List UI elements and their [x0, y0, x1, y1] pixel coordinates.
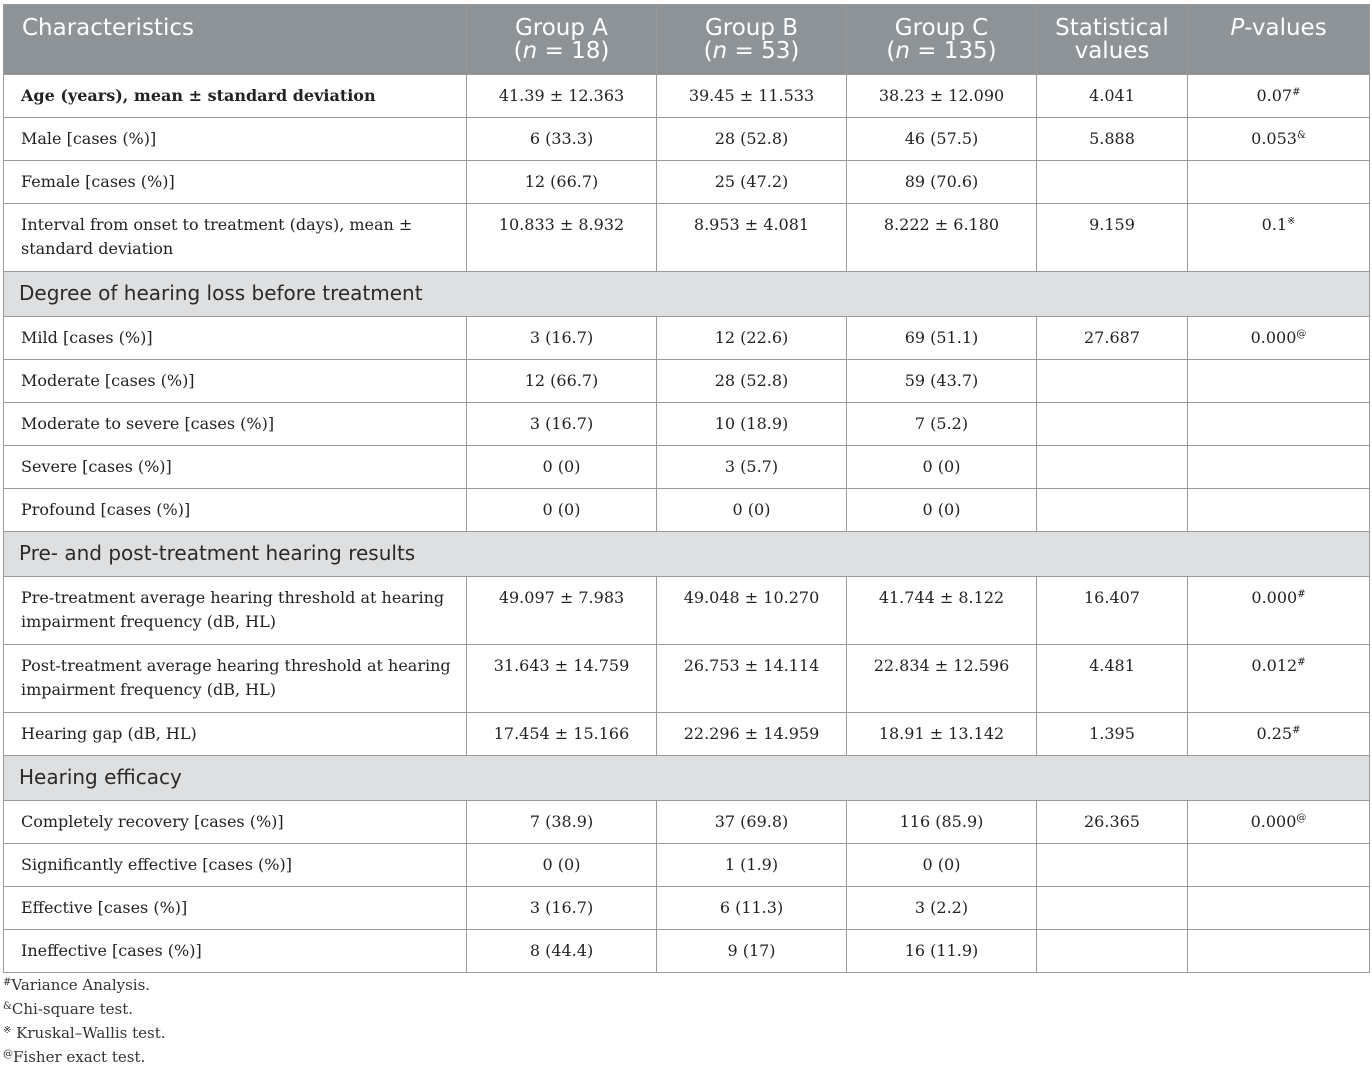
- table-cell: 0.000@: [1188, 317, 1370, 360]
- table-cell: 8.222 ± 6.180: [847, 204, 1037, 272]
- table-row: [4, 577, 1370, 645]
- table-cell: 0.012#: [1188, 645, 1370, 713]
- table-cell: [1188, 360, 1370, 403]
- table-cell: 3 (16.7): [467, 317, 657, 360]
- table-cell: [1037, 446, 1188, 489]
- table-row: [4, 801, 1370, 844]
- row-label-cell: Ineffective [cases (%)]: [4, 930, 467, 973]
- footnotes: [3, 973, 166, 1069]
- table-cell: [1037, 844, 1188, 887]
- table-cell: 41.744 ± 8.122: [847, 577, 1037, 645]
- table-cell: [1188, 930, 1370, 973]
- table-cell: 7 (38.9): [467, 801, 657, 844]
- table-cell: 38.23 ± 12.090: [847, 75, 1037, 118]
- table-cell: 46 (57.5): [847, 118, 1037, 161]
- table-cell: [1037, 489, 1188, 532]
- table-cell: 16.407: [1037, 577, 1188, 645]
- table-cell: 49.048 ± 10.270: [657, 577, 847, 645]
- footnote: ※ Kruskal–Wallis test.: [3, 1024, 166, 1042]
- table-row: [4, 317, 1370, 360]
- table-cell: 6 (11.3): [657, 887, 847, 930]
- table-cell: 4.041: [1037, 75, 1188, 118]
- header-group-b: Group B (n = 53): [657, 5, 847, 75]
- table-cell: 0 (0): [467, 844, 657, 887]
- header-group-a-name: Group A: [514, 15, 609, 41]
- table-cell: 7 (5.2): [847, 403, 1037, 446]
- section-title: Pre- and post-treatment hearing results: [4, 532, 1370, 577]
- table-cell: 8 (44.4): [467, 930, 657, 973]
- table-cell: 0 (0): [847, 489, 1037, 532]
- table-cell: [1188, 403, 1370, 446]
- table-cell: 0 (0): [847, 446, 1037, 489]
- table-cell: 28 (52.8): [657, 360, 847, 403]
- characteristics-table: [3, 4, 1370, 973]
- table-cell: 12 (22.6): [657, 317, 847, 360]
- table-cell: [1037, 360, 1188, 403]
- table-cell: 9.159: [1037, 204, 1188, 272]
- row-label-cell: Severe [cases (%)]: [4, 446, 467, 489]
- table-row: [4, 713, 1370, 756]
- table-cell: 0 (0): [847, 844, 1037, 887]
- table-cell: 49.097 ± 7.983: [467, 577, 657, 645]
- table-row: [4, 118, 1370, 161]
- header-group-b-name: Group B: [704, 15, 799, 41]
- header-group-c-name: Group C: [894, 15, 989, 41]
- table-cell: [1037, 887, 1188, 930]
- header-group-a: Group A (n = 18): [467, 5, 657, 75]
- table-row: [4, 403, 1370, 446]
- table-cell: 12 (66.7): [467, 161, 657, 204]
- table-cell: 59 (43.7): [847, 360, 1037, 403]
- table-cell: 31.643 ± 14.759: [467, 645, 657, 713]
- table-cell: 4.481: [1037, 645, 1188, 713]
- row-label-cell: Female [cases (%)]: [4, 161, 467, 204]
- table-cell: 3 (16.7): [467, 403, 657, 446]
- table-cell: 22.296 ± 14.959: [657, 713, 847, 756]
- table-row: [4, 645, 1370, 713]
- table-cell: 27.687: [1037, 317, 1188, 360]
- section-title: Degree of hearing loss before treatment: [4, 272, 1370, 317]
- header-group-c: Group C (n = 135): [847, 5, 1037, 75]
- footnote: #Variance Analysis.: [3, 976, 151, 994]
- table-cell: 16 (11.9): [847, 930, 1037, 973]
- footnote: @Fisher exact test.: [3, 1048, 146, 1066]
- table-cell: 12 (66.7): [467, 360, 657, 403]
- table-cell: 39.45 ± 11.533: [657, 75, 847, 118]
- table-cell: 0 (0): [467, 489, 657, 532]
- table-row: [4, 204, 1370, 272]
- row-label-cell: Profound [cases (%)]: [4, 489, 467, 532]
- row-label-cell: Interval from onset to treatment (days), mean ± standard deviation: [4, 204, 467, 272]
- table-cell: 3 (2.2): [847, 887, 1037, 930]
- table-row: [4, 161, 1370, 204]
- table-row: [4, 446, 1370, 489]
- table-cell: 0.25#: [1188, 713, 1370, 756]
- table-row: [4, 489, 1370, 532]
- table-cell: 10 (18.9): [657, 403, 847, 446]
- section-row: [4, 532, 1370, 577]
- row-label-cell: Pre-treatment average hearing threshold at hearing impairment frequency (dB, HL): [4, 577, 467, 645]
- table-cell: [1188, 161, 1370, 204]
- table-row: [4, 360, 1370, 403]
- table-cell: 18.91 ± 13.142: [847, 713, 1037, 756]
- row-label-cell: Mild [cases (%)]: [4, 317, 467, 360]
- table-cell: [1188, 489, 1370, 532]
- table-cell: 5.888: [1037, 118, 1188, 161]
- table-cell: 0.000@: [1188, 801, 1370, 844]
- table-cell: 26.753 ± 14.114: [657, 645, 847, 713]
- table-row: [4, 930, 1370, 973]
- table-cell: [1188, 844, 1370, 887]
- section-row: [4, 272, 1370, 317]
- table-cell: 28 (52.8): [657, 118, 847, 161]
- row-label-cell: Moderate to severe [cases (%)]: [4, 403, 467, 446]
- table-row: [4, 75, 1370, 118]
- table-cell: 116 (85.9): [847, 801, 1037, 844]
- table-cell: 26.365: [1037, 801, 1188, 844]
- table-cell: 89 (70.6): [847, 161, 1037, 204]
- table-cell: 0.053&: [1188, 118, 1370, 161]
- table-cell: [1037, 930, 1188, 973]
- table-cell: 22.834 ± 12.596: [847, 645, 1037, 713]
- table-cell: 10.833 ± 8.932: [467, 204, 657, 272]
- row-label-cell: Male [cases (%)]: [4, 118, 467, 161]
- header-p-values: P-values: [1188, 5, 1370, 75]
- table-cell: 6 (33.3): [467, 118, 657, 161]
- row-label-cell: Effective [cases (%)]: [4, 887, 467, 930]
- table-cell: 1.395: [1037, 713, 1188, 756]
- table-cell: 9 (17): [657, 930, 847, 973]
- table-cell: 0 (0): [657, 489, 847, 532]
- table-cell: 1 (1.9): [657, 844, 847, 887]
- table-cell: 0 (0): [467, 446, 657, 489]
- table-cell: 69 (51.1): [847, 317, 1037, 360]
- row-label-cell: Completely recovery [cases (%)]: [4, 801, 467, 844]
- row-label-cell: Significantly effective [cases (%)]: [4, 844, 467, 887]
- table-row: [4, 844, 1370, 887]
- row-label-cell: Hearing gap (dB, HL): [4, 713, 467, 756]
- header-statistical-values: Statistical values: [1037, 5, 1188, 75]
- table-cell: 17.454 ± 15.166: [467, 713, 657, 756]
- table-cell: 0.07#: [1188, 75, 1370, 118]
- row-label-cell: Moderate [cases (%)]: [4, 360, 467, 403]
- table-cell: [1037, 403, 1188, 446]
- section-row: [4, 756, 1370, 801]
- footnote: &Chi-square test.: [3, 1000, 134, 1018]
- table-cell: [1188, 446, 1370, 489]
- table-cell: 25 (47.2): [657, 161, 847, 204]
- table-cell: 8.953 ± 4.081: [657, 204, 847, 272]
- table-cell: 0.000#: [1188, 577, 1370, 645]
- table-cell: [1037, 161, 1188, 204]
- table-row: [4, 887, 1370, 930]
- table-cell: [1188, 887, 1370, 930]
- table-cell: 3 (5.7): [657, 446, 847, 489]
- section-title: Hearing efficacy: [4, 756, 1370, 801]
- table-cell: 37 (69.8): [657, 801, 847, 844]
- header-characteristics: Characteristics: [4, 5, 467, 75]
- table-cell: 3 (16.7): [467, 887, 657, 930]
- row-label-cell: Post-treatment average hearing threshold at hearing impairment frequency (dB, HL): [4, 645, 467, 713]
- row-label-cell: Age (years), mean ± standard deviation: [4, 75, 467, 118]
- table-cell: 41.39 ± 12.363: [467, 75, 657, 118]
- table-cell: 0.1※: [1188, 204, 1370, 272]
- table-header-row: [4, 5, 1370, 75]
